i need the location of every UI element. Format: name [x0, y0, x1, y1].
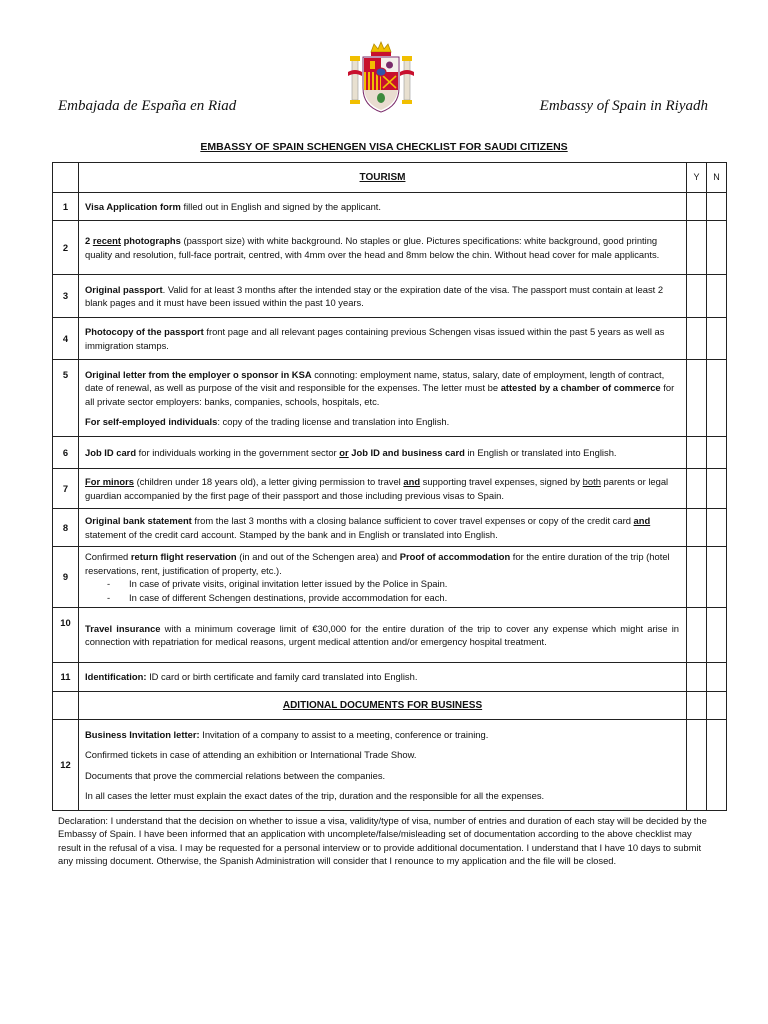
- list-item: - In case of different Schengen destinations, provide accommodation for each.: [107, 591, 679, 605]
- item-text: . Valid for at least 3 months after the intended stay or the expiration date of the visa. The passport must contain at least 2 blank pages and it must have been issued within the past 10 years.: [85, 283, 664, 308]
- item-bold-underlined-text: and: [633, 515, 651, 526]
- item-bold-text: Job ID card: [85, 446, 137, 458]
- item-text: parents or legal guardian accompanied by the first page of their passport and those including previous visas to Spain.: [85, 476, 669, 501]
- yes-checkbox[interactable]: [687, 221, 707, 275]
- item-description: [79, 720, 687, 811]
- no-checkbox[interactable]: [707, 193, 727, 221]
- yes-checkbox[interactable]: [687, 318, 707, 360]
- item-text: Invitation of a company to assist to a meeting, conference or training.: [199, 728, 489, 740]
- table-row: [53, 318, 727, 360]
- no-checkbox[interactable]: [707, 360, 727, 437]
- item-description: [79, 547, 687, 608]
- item-text: for individuals working in the government sector: [136, 446, 340, 458]
- item-bold-text: photographs: [120, 235, 181, 246]
- item-bold-text: return flight reservation: [130, 551, 237, 562]
- item-number: 8: [53, 509, 79, 547]
- yes-checkbox[interactable]: [687, 360, 707, 437]
- item-number: 6: [53, 437, 79, 469]
- no-checkbox[interactable]: [707, 318, 727, 360]
- yes-checkbox[interactable]: [687, 608, 707, 663]
- table-row: [53, 547, 727, 608]
- header-embassy-english: Embassy of Spain in Riyadh: [539, 98, 708, 114]
- no-checkbox[interactable]: [707, 221, 727, 275]
- yes-checkbox[interactable]: [687, 720, 707, 811]
- no-checkbox[interactable]: [707, 720, 727, 811]
- spain-coat-of-arms-icon: [346, 40, 416, 114]
- item-text: supporting travel expenses, signed by: [420, 476, 583, 487]
- no-cell-empty: [707, 692, 727, 720]
- header-embassy-spanish: Embajada de España en Riad: [58, 98, 237, 114]
- table-row: [53, 221, 727, 275]
- no-checkbox[interactable]: [707, 608, 727, 663]
- yes-checkbox[interactable]: [687, 275, 707, 318]
- section-tourism: TOURISM: [79, 163, 687, 193]
- item-number: 7: [53, 469, 79, 509]
- yes-cell-empty: [687, 692, 707, 720]
- item-bold-underlined-text: or: [339, 446, 349, 458]
- item-bold-text: Original letter from the employer o sponsor in KSA: [85, 368, 312, 380]
- item-text: ID card or birth certificate and family card translated into English.: [146, 671, 418, 683]
- item-description: [79, 509, 687, 547]
- no-checkbox[interactable]: [707, 469, 727, 509]
- item-text: (in and out of the Schengen area) and: [236, 551, 400, 562]
- item-text: for all private sector employers: banks, companies, schools, hospitals, etc.: [85, 382, 675, 407]
- item-text: (passport size) with white background. No staples or glue. Pictures specifications: white background, good printing quality and resolution, full-face portrait, centred, with 4mm over the head and 8mm below the chin. Without head cover for male applicants.: [85, 235, 660, 260]
- number-header-cell: [53, 163, 79, 193]
- yes-checkbox[interactable]: [687, 193, 707, 221]
- table-row: [53, 275, 727, 318]
- item-text: in English or translated into English.: [464, 446, 617, 458]
- item-bold-text: attested by a chamber of commerce: [500, 382, 661, 393]
- item-text: Confirmed tickets in case of attending an exhibition or International Trade Show.: [85, 749, 417, 760]
- item-number: 4: [53, 318, 79, 360]
- declaration-text: Declaration: I understand that the decision on whether to issue a visa, validity/type of visa, number of entries and duration of each stay will be decided by the Embassy of Spain. I have been informed that an application with uncomplete/false/misleading set of documentation according to the above checklist may result in the refusal of a visa. I may be requested for a personal interview or to provide additional documentation. I understand that I have 10 days to submit any missing document. Otherwise, the Spanish Administration will consider that I renounce to my application and the file will be closed.: [58, 815, 707, 867]
- no-checkbox[interactable]: [707, 509, 727, 547]
- table-row: [53, 437, 727, 469]
- item-text: filled out in English and signed by the applicant.: [180, 200, 381, 212]
- number-cell-empty: [53, 692, 79, 720]
- item-description: [79, 469, 687, 509]
- item-text: front page and all relevant pages containing previous Schengen visas issued within the past 5 years as well as immigration stamps.: [85, 326, 665, 351]
- section-business: ADITIONAL DOCUMENTS FOR BUSINESS: [79, 692, 687, 720]
- table-section-row: [53, 692, 727, 720]
- item-description: [79, 318, 687, 360]
- no-checkbox[interactable]: [707, 663, 727, 692]
- table-row: [53, 608, 727, 663]
- yes-column-header: Y: [687, 163, 707, 193]
- item-bold-text: Proof of accommodation: [399, 551, 511, 562]
- yes-checkbox[interactable]: [687, 469, 707, 509]
- yes-checkbox[interactable]: [687, 437, 707, 469]
- no-column-header: N: [707, 163, 727, 193]
- item-text: Confirmed: [85, 551, 131, 562]
- item-text: statement of the credit card account. Stamped by the bank and in English or translated into English.: [85, 528, 498, 540]
- item-number: 1: [53, 193, 79, 221]
- item-bold-underlined-text: For minors: [85, 476, 134, 487]
- item-number: 9: [53, 547, 79, 608]
- item-description: [79, 221, 687, 275]
- no-checkbox[interactable]: [707, 547, 727, 608]
- table-row: [53, 360, 727, 437]
- item-text: for the entire duration of the trip (hotel reservations, rent, justification of property, etc.).: [85, 551, 670, 576]
- item-description: [79, 437, 687, 469]
- item-bold-text: Identification:: [85, 671, 147, 683]
- item-number: 11: [53, 663, 79, 692]
- item-bold-text: Original bank statement: [85, 515, 192, 526]
- item-number: 10: [53, 608, 79, 663]
- item-bold-text: Job ID and business card: [348, 446, 465, 458]
- yes-checkbox[interactable]: [687, 547, 707, 608]
- yes-checkbox[interactable]: [687, 509, 707, 547]
- item-text: from the last 3 months with a closing balance sufficient to cover travel expenses or copy of the credit card: [191, 515, 634, 526]
- item-number: 3: [53, 275, 79, 318]
- item-bold-text: Visa Application form: [85, 200, 181, 212]
- item-number: 2: [53, 221, 79, 275]
- table-row: [53, 193, 727, 221]
- item-bold-text: 2: [85, 235, 93, 246]
- table-row: [53, 720, 727, 811]
- table-row: [53, 509, 727, 547]
- item-text: In all cases the letter must explain the exact dates of the trip, duration and the responsible for all the expenses.: [85, 790, 545, 801]
- item-bold-text: Photocopy of the passport: [85, 326, 204, 337]
- yes-checkbox[interactable]: [687, 663, 707, 692]
- table-row: [53, 469, 727, 509]
- item-underlined-text: both: [582, 476, 601, 487]
- item-description: [79, 663, 687, 692]
- item-bold-text: For self-employed individuals: [85, 416, 218, 427]
- document-title: EMBASSY OF SPAIN SCHENGEN VISA CHECKLIST FOR SAUDI CITIZENS: [200, 141, 568, 153]
- list-item: - In case of private visits, original invitation letter issued by the Police in Spain.: [107, 577, 679, 591]
- visa-checklist-table: [52, 162, 727, 811]
- item-number: 12: [53, 720, 79, 811]
- item-bold-underlined-text: recent: [92, 235, 121, 246]
- item-bold-text: Travel insurance: [85, 622, 161, 634]
- item-bold-text: Business Invitation letter:: [85, 728, 200, 740]
- item-text: with a minimum coverage limit of €30,000 for the entire duration of the trip to cover any expense which might arise in connection with repatriation for medical reasons, urgent medical attention and/or emergency hospital treatment.: [85, 622, 679, 647]
- item-text: : copy of the trading license and translation into English.: [217, 416, 450, 427]
- table-row: [53, 663, 727, 692]
- item-bold-text: Original passport: [85, 283, 163, 295]
- item-description: [79, 275, 687, 318]
- item-description: [79, 193, 687, 221]
- item-text: Documents that prove the commercial relations between the companies.: [85, 769, 386, 781]
- table-header-row: [53, 163, 727, 193]
- item-text: (children under 18 years old), a letter giving permission to travel: [133, 476, 404, 487]
- no-checkbox[interactable]: [707, 275, 727, 318]
- sub-list: [85, 577, 679, 604]
- item-bold-underlined-text: and: [403, 476, 421, 487]
- item-description: [79, 608, 687, 663]
- item-number: 5: [53, 360, 79, 437]
- item-description: [79, 360, 687, 437]
- no-checkbox[interactable]: [707, 437, 727, 469]
- item-text: connoting: employment name, status, salary, date of employment, length of contract, date of renewal, as well as purpose of the visit and responsible for the expenses. The letter must be: [85, 368, 665, 393]
